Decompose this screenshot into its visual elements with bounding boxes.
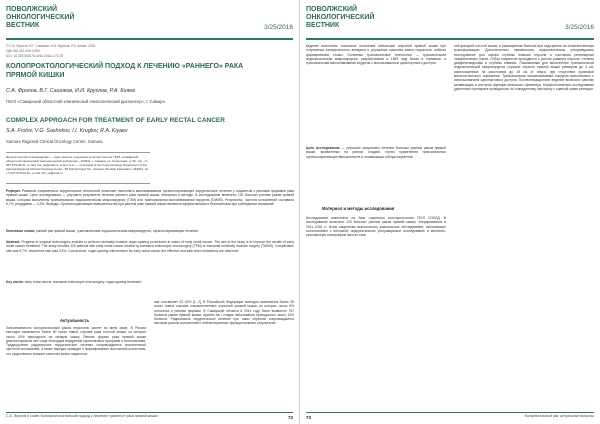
contact-info: Фролов Сергей Александрович — врач-онколог отделения колопроктологии ГБУЗ «Самарский областной клинический онкологический диспансер», 443031, г. Самара, ул. Солнечная, д. 50, тел. +7-937-679-09-31, e-mail: frol_sa@mail.ru. Frolov S.A. — oncologist of the Coloproctology Department of the Samara Regional Clinical Oncology Centre. 50 Solnechnaya Str., Samara, Russian Federation, 443031, tel. +7-937-679-09-31, e-mail: frol_sa@mail.ru <box>6 152 150 184</box>
journal-name-line: ПОВОЛЖСКИЙ <box>6 6 58 13</box>
section-heading-goal: Цель исследования <box>306 146 340 150</box>
footer-text: Колоректальный рак: актуальные вопросы <box>524 414 594 418</box>
abstract-ru <box>6 189 294 227</box>
abstract-en <box>6 240 294 278</box>
page-footer <box>6 412 293 420</box>
keywords-en-label: Key words: <box>6 280 24 284</box>
abstract-en-label: Abstract. <box>6 240 21 244</box>
abstract-ru-text: Развитие современных хирургических технологий позволяет выполнять малоинвазивное органосохраняющее хирургическое лечение у пациентов с ранними формами рака прямой кишки. Цель исследования — улучшить результаты лечения раннего рака прямой кишки. Материал и методы. В исследование включено 120 больных ранним раком прямой кишки, которым выполнены трансанальная эндоскопическая микрохирургия (ТЭМ) или трансанальная малоинвазивная хирургия (TAMIS). Результаты. Частота осложнений составила 6,7%, рецидивов — 3,3%. Выводы. Органосохраняющие вмешательства при раннем раке прямой кишки являются эффективными и безопасными при соблюдении показаний. <box>6 189 294 207</box>
authors: С.А. Фролов, В.Г. Сашнков, И.И. Круглов, Р.А. Кияев <box>6 88 135 94</box>
section-heading-methods: Материал и методы исследования <box>322 206 395 211</box>
journal-name-line: ПОВОЛЖСКИЙ <box>306 6 358 13</box>
article-title-en: COMPLEX APPROACH FOR TREATMENT OF EARLY RECTAL CANCER <box>6 117 225 124</box>
keywords-ru <box>6 229 294 237</box>
page-number: 73 <box>306 415 312 420</box>
keywords-ru-label: Ключевые слова: <box>6 229 35 233</box>
journal-name-line: ВЕСТНИК <box>306 22 340 29</box>
section-heading-relevance: Актуальность <box>60 318 90 323</box>
abstract-en-text: Progress in surgical technologies enables to perform minimally invasive organ-sparing procedures in cases of early rectal cancer. The aim of the study is to improve the results of early rectal cancer treatment. The study enrolled 120 patients with early rectal cancer treated by transanal endoscopic microsurgery (TEM) or transanal minimally invasive surgery (TAMIS). Complication rate was 6.7%, recurrence rate was 3.3%. Conclusions: organ-sparing interventions for early rectal cancer are effective and safe when indications are observed. <box>6 240 294 253</box>
keywords-en-text: early rectal cancer, transanal endoscopic microsurgery, organ-sparing treatment. <box>24 280 143 284</box>
journal-header <box>306 6 594 40</box>
journal-name-line: ВЕСТНИК <box>6 22 40 29</box>
authors-en: S.A. Frolov, V.G. Sashnkov, I.I. Kruglov, R.A. Kiyaev <box>6 128 128 134</box>
text-column-2: пой фасцией толстой кишки, и расширенная биопсия при подозрении на злокачественную трансформацию. Дополнительно применялись эндоскопическое ультразвуковое исследование для оценки глубины инвазии опухоли и состояния регионарных лимфатических узлов. Отбор пациентов проводился с учетом размера опухоли, степени дифференцировки и глубины инвазии. Показаниями для выполнения трансанальной эндоскопической микрохирургии служили опухоли прямой кишки размером до 4 см, расположенные на расстоянии до 15 см от ануса, при отсутствии признаков метастатического поражения. Трансанальная малоинвазивная хирургия выполнялась с использованием однопортового доступа. Послеоперационное ведение включало раннюю активизацию и контроль функции анального сфинктера. Морфологическое исследование удаленного препарата проводилось по стандартному протоколу с оценкой краев резекции. <box>454 44 594 91</box>
page-footer <box>306 412 594 420</box>
footer-text: С.А. Фролов и соавт. Колопроктологический подход к лечению «раннего» рака прямой кишки <box>6 414 158 418</box>
article-title: КОЛОПРОКТОЛОГИЧЕСКИЙ ПОДХОД К ЛЕЧЕНИЮ «РАННЕГО» РАКА ПРЯМОЙ КИШКИ <box>6 63 244 79</box>
udc-code: УДК 616.351-006.6-089 <box>6 49 40 53</box>
goal-text: — улучшить результаты лечения больных ранним раком прямой кишки, выявленных на ранних стадиях, путем применения трансанальных органосохраняющих вмешательств и оптимизации отбора пациентов. <box>306 146 446 159</box>
issue-number: 3/25/2016 <box>565 24 594 31</box>
journal-header <box>6 6 293 40</box>
copyright-line: © С.А. Фролов, В.Г. Сашнков, И.И. Круглов, Р.А. Кияев, 2016 <box>6 44 96 48</box>
keywords-en <box>6 280 294 288</box>
affiliation: ГБУЗ «Самарский областной клинический онкологический диспансер», г. Самара <box>6 99 165 104</box>
text-column-1: Заболеваемость колоректальным раком неуклонно растет во всем мире. В России ежегодно выявляется более 60 тысяч новых случаев рака толстой кишки, из которых около 40% приходится на прямую кишку. Ранние формы рака прямой кишки диагностируются все чаще благодаря внедрению скрининговых программ и колоноскопии. Традиционное радикальное хирургическое лечение сопровождается значительной частотой осложнений, а также нередко приводит к формированию постоянной колостомы, что существенно снижает качество жизни пациентов. <box>6 326 146 356</box>
methods-text: Исследование выполнено на базе отделения колопроктологии ГБУЗ СОКОД. В исследование включено 120 больных ранним раком прямой кишки, оперированных в 2011–2016 гг. Всем пациентам выполнялось комплексное обследование, включающее колоноскопию с биопсией, эндоректальное ультразвуковое исследование и магнитно-резонансную томографию малого таза. <box>306 216 446 238</box>
affiliation-en: Samara Regional Clinical Oncology Centre, Samara <box>6 139 103 144</box>
abstract-ru-label: Реферат. <box>6 189 21 193</box>
journal-name-line: ОНКОЛОГИЧЕСКИЙ <box>6 14 75 21</box>
doi: DOI: 10.32000/2078-1466-2016-3-73-78 <box>6 54 64 58</box>
text-column-2: ние составляет 22–34% [1, 2]. В Российской Федерации ежегодно выявляется более 25 тысяч новых случаев злокачественных опухолей прямой кишки, из которых около 6% относятся к ранним формам. В Самарской области в 2014 году было выявлено 757 больных раком прямой кишки, причем на I стадии заболевания приходилось около 15% больных. Радикальное хирургическое лечение при таких опухолях сопровождается высоким риском осложнений и неблагоприятных функциональных результатов. <box>154 300 294 326</box>
right-page <box>300 0 600 424</box>
goal-paragraph <box>306 146 446 194</box>
journal-name-line: ОНКОЛОГИЧЕСКИЙ <box>306 14 375 21</box>
text-column-1-top: ведение выполнять локальное иссечение небольших опухолей прямой кишки при сохранении запирательного аппарата и улучшение качества жизни пациентов, избегая формирования стомы. Основные трансанальные технологии — трансанальная эндоскопическая микрохирургия, разработанная в 1983 году Buess в Германии, и трансанальная малоинвазивная хирургия с использованием однопортового доступа. <box>306 44 446 66</box>
issue-number: 3/25/2016 <box>264 24 293 31</box>
keywords-ru-text: ранний рак прямой кишки, трансанальная эндоскопическая микрохирургия, органосохраняющее лечение. <box>35 229 199 233</box>
page-number: 72 <box>287 415 293 420</box>
